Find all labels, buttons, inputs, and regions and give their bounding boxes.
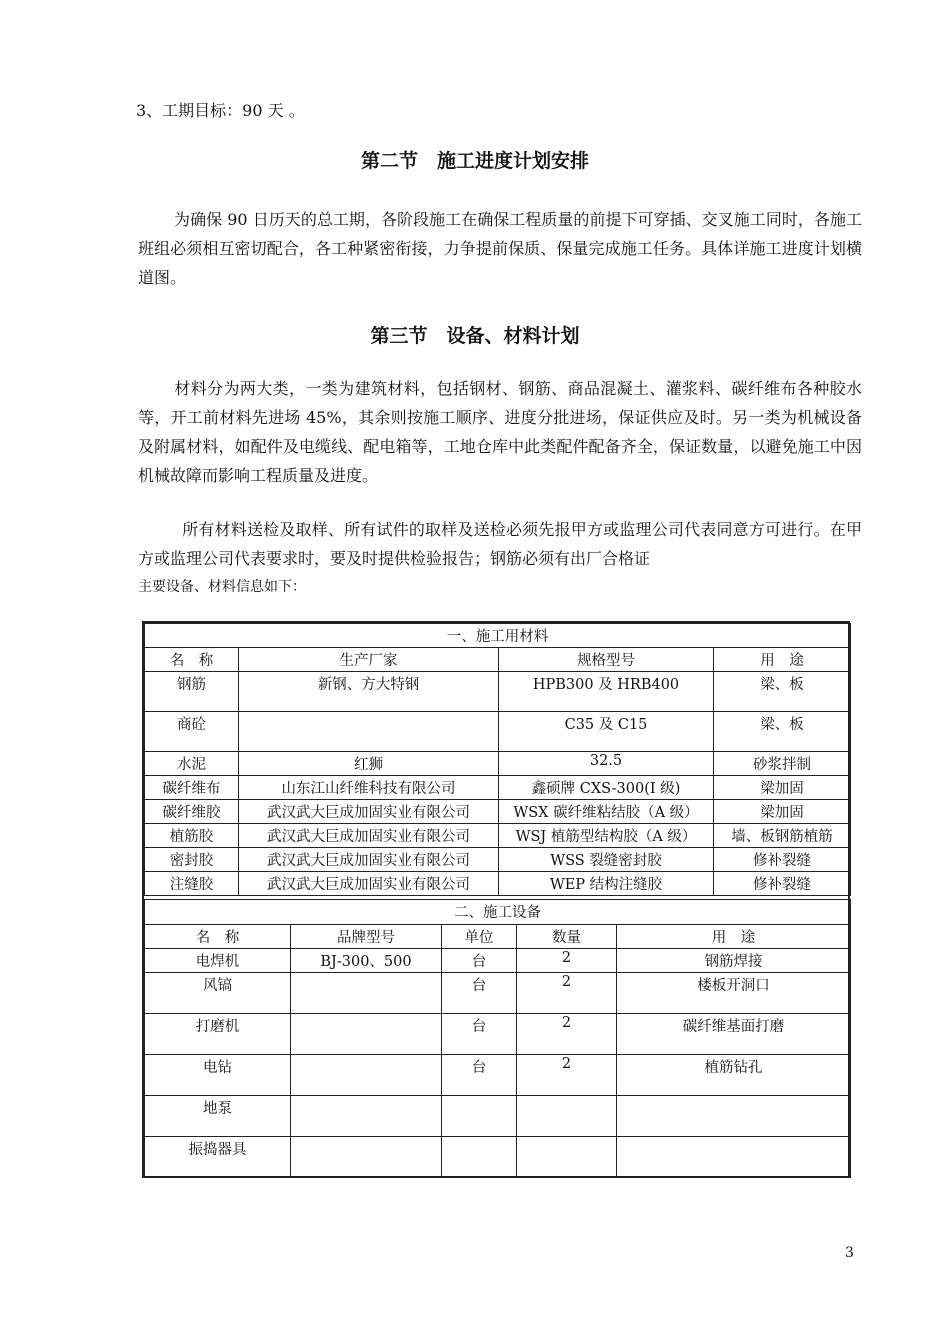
page-number: 3 xyxy=(845,1245,854,1261)
materials-table-title: 一、施工用材料 xyxy=(145,624,851,648)
equipment-header-brand: 品牌型号 xyxy=(291,925,442,949)
section3-paragraph-1-text: 材料分为两大类，一类为建筑材料，包括钢材、钢筋、商品混凝土、灌浆料、碳纤维布各种胶水等，开工前材料先进场 45%，其余则按施工顺序、进度分批进场，保证供应及时。另一类为机械设备及附属材料，如配件及电缆线、配电箱等，工地仓库中此类配件配备齐全，保证数量，以避免施工中因机械故障而影响工程质量及进度。 xyxy=(138,379,862,485)
table-cell xyxy=(291,1014,442,1055)
table-cell: 修补裂缝 xyxy=(714,848,851,872)
table-cell: 振捣器具 xyxy=(145,1137,291,1178)
table-cell: 2 xyxy=(517,1055,617,1096)
table-row xyxy=(145,824,851,848)
table-cell: 碳纤维布 xyxy=(145,776,239,800)
table-row xyxy=(145,776,851,800)
materials-header-spec: 规格型号 xyxy=(499,648,714,672)
table-cell: 风镐 xyxy=(145,973,291,1014)
equipment-header-quantity: 数量 xyxy=(517,925,617,949)
table-cell xyxy=(239,712,499,752)
table-cell: 砂浆拌制 xyxy=(714,752,851,776)
materials-header-manufacturer: 生产厂家 xyxy=(239,648,499,672)
materials-header-usage: 用 途 xyxy=(714,648,851,672)
section2-title: 第二节 施工进度计划安排 xyxy=(360,150,589,172)
table-cell: BJ-300、500 xyxy=(291,949,442,973)
table-cell xyxy=(291,973,442,1014)
table-cell: 台 xyxy=(442,1055,517,1096)
table-cell: 32.5 xyxy=(499,752,714,776)
table-cell: 楼板开洞口 xyxy=(617,973,851,1014)
table-cell: 碳纤维胶 xyxy=(145,800,239,824)
table-cell xyxy=(517,1096,617,1137)
section3-paragraph-2-text: 所有材料送检及取样、所有试件的取样及送检必须先报甲方或监理公司代表同意方可进行。在甲方或监理公司代表要求时，要及时提供检验报告；钢筋必须有出厂合格证 xyxy=(138,520,862,568)
table-row xyxy=(145,752,851,776)
table-cell: 武汉武大巨成加固实业有限公司 xyxy=(239,824,499,848)
table-cell: 钢筋焊接 xyxy=(617,949,851,973)
equipment-header-usage: 用 途 xyxy=(617,925,851,949)
table-cell: 台 xyxy=(442,949,517,973)
schedule-goal-line: 3、工期目标：90 天 。 xyxy=(136,101,305,120)
equipment-material-note: 主要设备、材料信息如下： xyxy=(138,579,306,595)
table-cell: C35 及 C15 xyxy=(499,712,714,752)
table-cell: 商砼 xyxy=(145,712,239,752)
table-cell xyxy=(617,1137,851,1178)
table-cell: 台 xyxy=(442,973,517,1014)
table-cell: 2 xyxy=(517,949,617,973)
table-row xyxy=(145,949,851,973)
table-cell: HPB300 及 HRB400 xyxy=(499,672,714,712)
section2-paragraph-text: 为确保 90 日历天的总工期，各阶段施工在确保工程质量的前提下可穿插、交叉施工同时，各施工班组必须相互密切配合，各工种紧密衔接，力争提前保质、保量完成施工任务。具体详施工进度计划横道图。 xyxy=(138,210,862,287)
table-cell xyxy=(617,1096,851,1137)
section3-paragraph-1 xyxy=(138,374,862,490)
table-cell: 武汉武大巨成加固实业有限公司 xyxy=(239,800,499,824)
table-row xyxy=(145,1137,851,1178)
table-cell: 地泵 xyxy=(145,1096,291,1137)
table-cell: 电钻 xyxy=(145,1055,291,1096)
table-cell: 梁、板 xyxy=(714,672,851,712)
table-cell xyxy=(291,1096,442,1137)
table-cell xyxy=(291,1055,442,1096)
table-row xyxy=(145,1055,851,1096)
table-row xyxy=(145,848,851,872)
table-cell: 武汉武大巨成加固实业有限公司 xyxy=(239,872,499,896)
table-cell xyxy=(517,1137,617,1178)
table-cell: 密封胶 xyxy=(145,848,239,872)
table-cell: 修补裂缝 xyxy=(714,872,851,896)
materials-header-name: 名 称 xyxy=(145,648,239,672)
materials-table xyxy=(144,623,851,896)
table-cell: 山东江山纤维科技有限公司 xyxy=(239,776,499,800)
table-cell xyxy=(291,1137,442,1178)
table-cell: 梁加固 xyxy=(714,800,851,824)
table-cell: 2 xyxy=(517,973,617,1014)
table-cell: WSX 碳纤维粘结胶（A 级） xyxy=(499,800,714,824)
table-cell: 植筋胶 xyxy=(145,824,239,848)
table-cell: 武汉武大巨成加固实业有限公司 xyxy=(239,848,499,872)
section3-paragraph-2 xyxy=(138,515,862,573)
table-cell: 梁、板 xyxy=(714,712,851,752)
table-row xyxy=(145,672,851,712)
table-cell: 梁加固 xyxy=(714,776,851,800)
table-cell: 2 xyxy=(517,1014,617,1055)
table-cell xyxy=(442,1137,517,1178)
table-cell: 水泥 xyxy=(145,752,239,776)
table-cell: 新钢、方大特钢 xyxy=(239,672,499,712)
equipment-header-unit: 单位 xyxy=(442,925,517,949)
table-row xyxy=(145,712,851,752)
table-cell: WEP 结构注缝胶 xyxy=(499,872,714,896)
table-cell: 电焊机 xyxy=(145,949,291,973)
table-cell: 红狮 xyxy=(239,752,499,776)
table-row xyxy=(145,800,851,824)
table-cell: 植筋钻孔 xyxy=(617,1055,851,1096)
equipment-table xyxy=(144,899,851,1178)
table-row xyxy=(145,1014,851,1055)
table-row xyxy=(145,872,851,896)
section2-paragraph xyxy=(138,205,862,292)
table-cell: WSJ 植筋型结构胶（A 级） xyxy=(499,824,714,848)
table-cell: WSS 裂缝密封胶 xyxy=(499,848,714,872)
table-cell: 打磨机 xyxy=(145,1014,291,1055)
table-cell: 鑫硕牌 CXS-300(I 级) xyxy=(499,776,714,800)
section3-title: 第三节 设备、材料计划 xyxy=(370,325,580,347)
table-cell: 碳纤维基面打磨 xyxy=(617,1014,851,1055)
table-cell xyxy=(442,1096,517,1137)
table-cell: 墙、板钢筋植筋 xyxy=(714,824,851,848)
table-row xyxy=(145,973,851,1014)
table-cell: 钢筋 xyxy=(145,672,239,712)
equipment-table-title: 二、施工设备 xyxy=(145,900,851,925)
table-row xyxy=(145,1096,851,1137)
table-cell: 注缝胶 xyxy=(145,872,239,896)
equipment-header-name: 名 称 xyxy=(145,925,291,949)
table-cell: 台 xyxy=(442,1014,517,1055)
